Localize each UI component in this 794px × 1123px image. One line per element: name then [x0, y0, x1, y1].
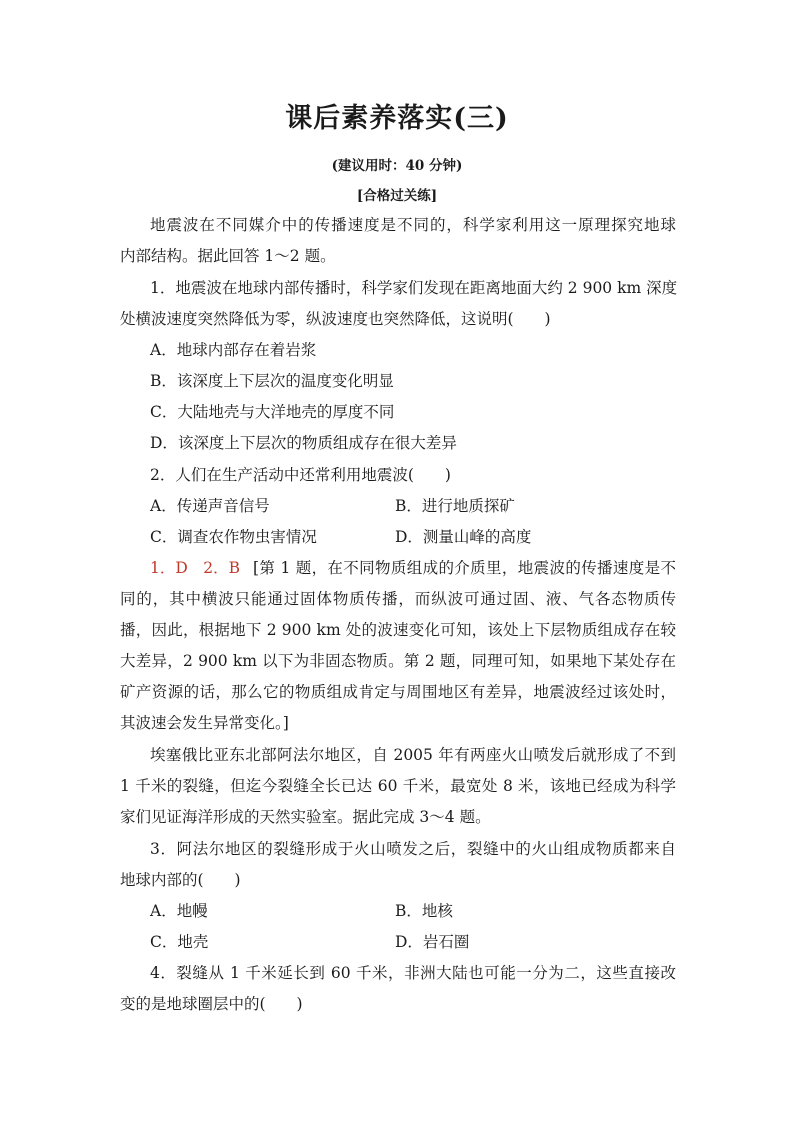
page-title: 课后素养落实(三) [285, 103, 509, 134]
question-1-line-1: 1．地震波在地球内部传播时，科学家们发现在距离地面大约 2 900 km 深度 [150, 279, 678, 297]
question-3-line-2: 地球内部的( ) [120, 871, 241, 889]
question-3-option-b: B．地核 [395, 902, 453, 920]
question-1-option-c: C．大陆地壳与大洋地壳的厚度不同 [150, 403, 395, 421]
question-2-option-d: D．测量山峰的高度 [395, 528, 532, 546]
question-1-option-d: D．该深度上下层次的物质组成存在很大差异 [150, 434, 457, 452]
question-3-option-d: D．岩石圈 [395, 933, 470, 951]
question-4-line-1: 4．裂缝从 1 千米延长到 60 千米，非洲大陆也可能一分为二，这些直接改 [150, 964, 676, 982]
answer-explanation-line-2: 同的，其中横波只能通过固体物质传播，而纵波可通过固、液、气各态物质传 [120, 590, 676, 608]
question-2-option-c: C．调查农作物虫害情况 [150, 528, 317, 546]
time-note: (建议用时：40 分钟) [331, 158, 463, 174]
passage-1-line-1: 地震波在不同媒介中的传播速度是不同的，科学家利用这一原理探究地球 [150, 216, 676, 234]
passage-2-line-2: 1 千米的裂缝，但迄今裂缝全长已达 60 千米，最宽处 8 米，该地已经成为科学 [120, 777, 676, 795]
answer-explanation-line-1: [第 1 题，在不同物质组成的介质里，地震波的传播速度是不 [253, 559, 676, 577]
question-1-option-b: B．该深度上下层次的温度变化明显 [150, 372, 394, 390]
answer-explanation-line-6: 其波速会发生异常变化。] [120, 714, 289, 732]
section-heading: [合格过关练] [356, 188, 438, 204]
question-1-line-2: 处横波速度突然降低为零，纵波速度也突然降低，这说明( ) [120, 310, 551, 328]
question-2-option-a: A．传递声音信号 [150, 497, 270, 515]
answer-explanation-line-4: 大差异，2 900 km 以下为非固态物质。第 2 题，同理可知，如果地下某处存在 [120, 652, 676, 670]
question-1-option-a: A．地球内部存在着岩浆 [150, 341, 317, 359]
question-2-stem: 2．人们在生产活动中还常利用地震波( ) [150, 466, 451, 484]
question-4-line-2: 变的是地球圈层中的( ) [120, 995, 303, 1013]
passage-2-line-1: 埃塞俄比亚东北部阿法尔地区，自 2005 年有两座火山喷发后就形成了不到 [150, 746, 676, 764]
question-2-option-b: B．进行地质探矿 [395, 497, 515, 515]
passage-2-line-3: 家们见证海洋形成的天然实验室。据此完成 3～4 题。 [120, 808, 491, 826]
answer-explanation-line-3: 播，因此，根据地下 2 900 km 处的波速变化可知，该处上下层物质组成存在较 [120, 621, 676, 639]
answer-explanation-line-5: 矿产资源的话，那么它的物质组成肯定与周围地区有差异，地震波经过该处时， [120, 683, 676, 701]
passage-1-line-2: 内部结构。据此回答 1～2 题。 [120, 247, 336, 265]
question-3-option-a: A．地幔 [150, 902, 208, 920]
question-3-option-c: C．地壳 [150, 933, 209, 951]
answer-key-1-2: 1．D 2．B [150, 559, 241, 577]
question-3-line-1: 3．阿法尔地区的裂缝形成于火山喷发之后，裂缝中的火山组成物质都来自 [150, 840, 676, 858]
